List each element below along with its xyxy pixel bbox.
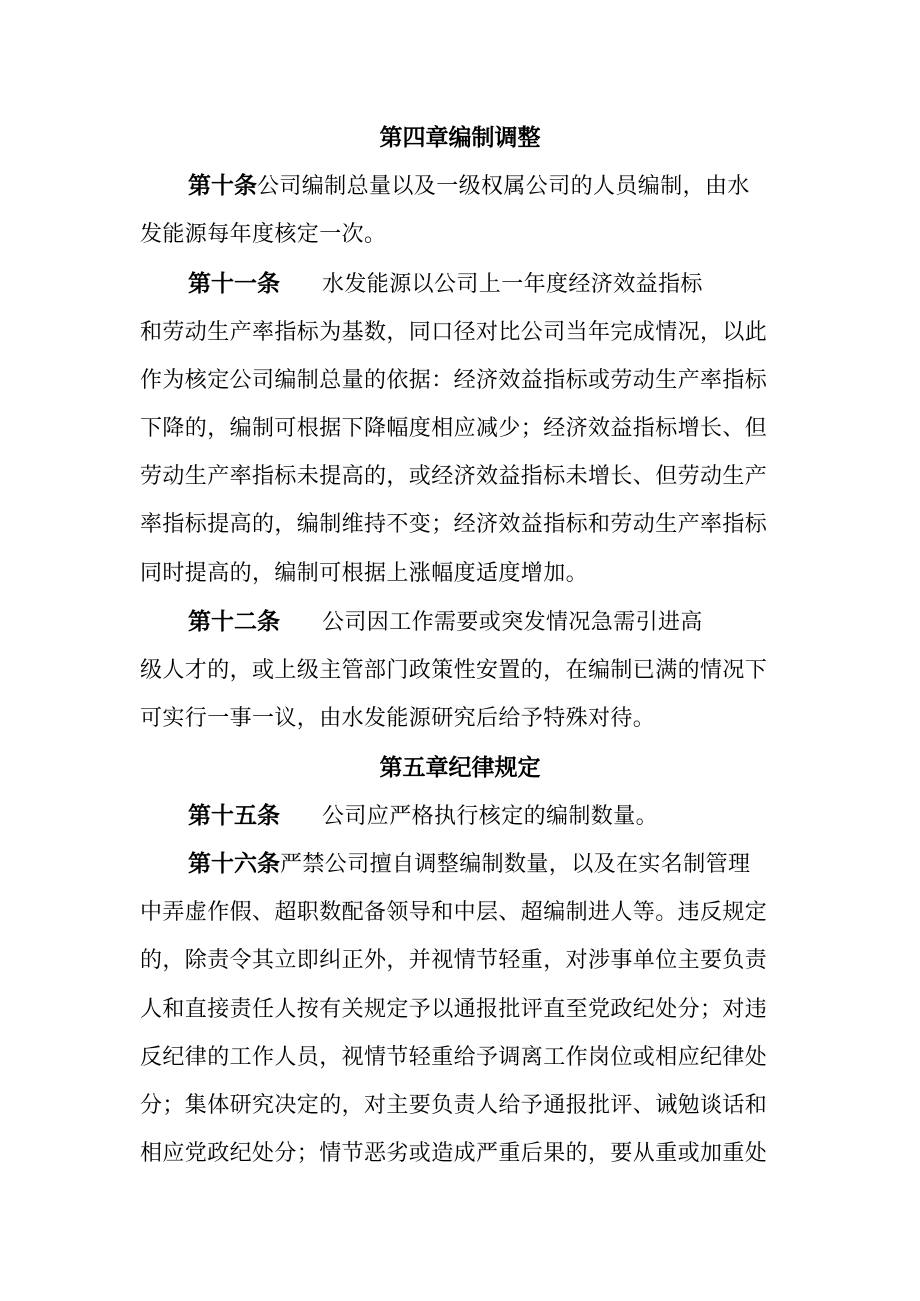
article-16-line-4: 人和直接责任人按有关规定予以通报批评直至党政纪处分；对违 (140, 997, 768, 1022)
article-16-line-2: 中弄虚作假、超职数配备领导和中层、超编制进人等。违反规定 (140, 900, 768, 925)
article-12-text-1: 公司因工作需要或突发情况急需引进高 (322, 610, 703, 635)
article-11-line-5: 劳动生产率指标未提高的，或经济效益指标未增长、但劳动生产 (140, 464, 768, 489)
article-10-text-1: 公司编制总量以及一级权属公司的人员编制，由水 (257, 174, 750, 199)
article-11-line-3: 作为核定公司编制总量的依据：经济效益指标或劳动生产率指标 (140, 368, 768, 393)
article-12-label: 第十二条 (188, 609, 280, 635)
article-11-line-4: 下降的，编制可根据下降幅度相应减少；经济效益指标增长、但 (140, 416, 768, 441)
article-15-line-1 (188, 801, 658, 832)
article-16-line-5: 反纪律的工作人员，视情节轻重给予调离工作岗位或相应纪律处 (140, 1045, 768, 1070)
article-11-line-2: 和劳动生产率指标为基数，同口径对比公司当年完成情况，以此 (140, 320, 768, 345)
article-11-line-1 (188, 269, 703, 300)
article-10-line-1 (188, 171, 750, 202)
article-11-label: 第十一条 (188, 271, 280, 297)
chapter-4-heading: 第四章编制调整 (379, 125, 541, 151)
article-11-text-1: 水发能源以公司上一年度经济效益指标 (322, 272, 703, 297)
article-10-label: 第十条 (188, 173, 257, 199)
article-16-line-3: 的，除责令其立即纠正外，并视情节轻重，对涉事单位主要负责 (140, 948, 768, 973)
article-12-line-3: 可实行一事一议，由水发能源研究后给予特殊对待。 (140, 706, 656, 731)
article-16-label: 第十六条 (188, 851, 280, 877)
article-12-line-1 (188, 607, 703, 638)
chapter-5-heading: 第五章纪律规定 (379, 755, 541, 781)
article-15-text-1: 公司应严格执行核定的编制数量。 (322, 804, 659, 829)
article-16-text-1: 严禁公司擅自调整编制数量，以及在实名制管理 (280, 852, 751, 877)
article-12-line-2: 级人才的，或上级主管部门政策性安置的，在编制已满的情况下 (140, 658, 768, 683)
article-16-line-1 (188, 849, 750, 880)
article-11-line-7: 同时提高的，编制可根据上涨幅度适度增加。 (140, 561, 589, 586)
article-11-line-6: 率指标提高的，编制维持不变；经济效益指标和劳动生产率指标 (140, 512, 768, 537)
article-16-line-6: 分；集体研究决定的，对主要负责人给予通报批评、诫勉谈话和 (140, 1093, 768, 1118)
article-10-line-2: 发能源每年度核定一次。 (140, 222, 387, 247)
article-16-line-7: 相应党政纪处分；情节恶劣或造成严重后果的，要从重或加重处 (140, 1141, 768, 1166)
article-15-label: 第十五条 (188, 803, 280, 829)
